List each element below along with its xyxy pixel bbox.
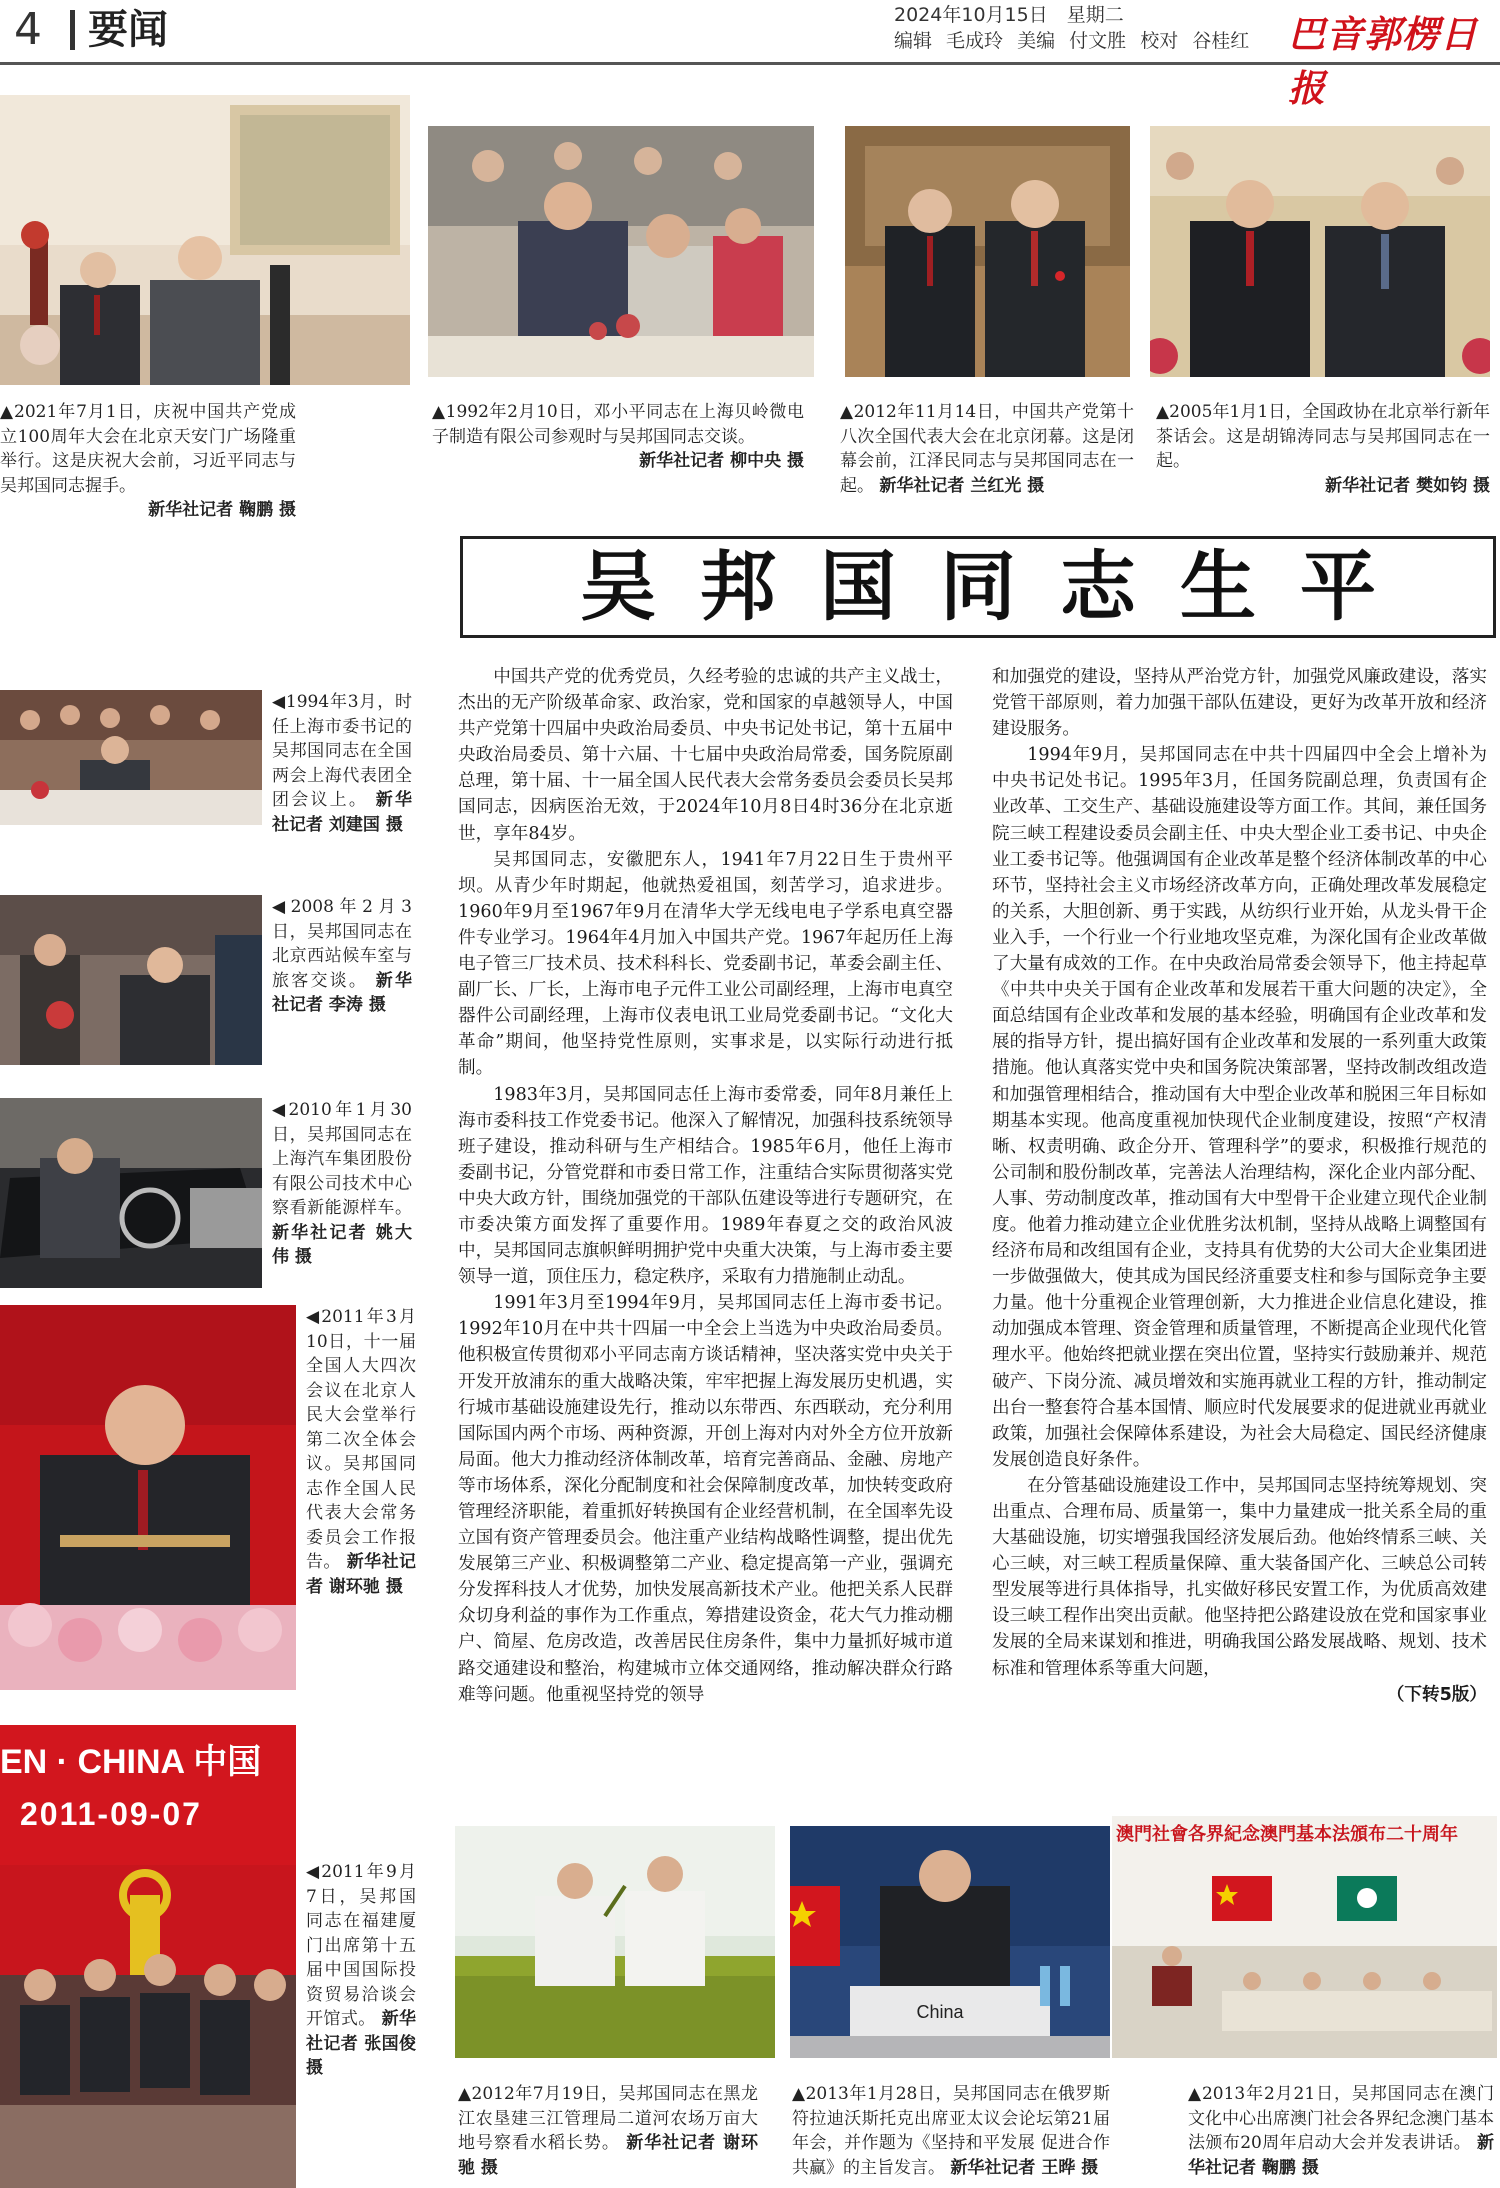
photo-credit: 新华社记者 谢环驰 摄 — [458, 2133, 759, 2178]
photo-2005-hu-jintao — [1150, 126, 1490, 377]
photo-credit: 新华社记者 姚大伟 摄 — [272, 1222, 412, 1267]
caption-2013-macau — [1188, 2082, 1494, 2180]
header-rule — [0, 62, 1500, 65]
caption-2021 — [0, 400, 296, 523]
caption-2012-rice — [458, 2082, 758, 2180]
article-paragraph: 吴邦国同志，安徽肥东人，1941年7月22日生于贵州平坝。从青少年时期起，他就热爱祖国，刻苦学习，追求进步。1960年9月至1967年9月在清华大学无线电电子学系电真空器件专业学习。1964年4月加入中国共产党。1967年起历任上海电子管三厂技术员、技术科科长、党委副书记，革委会副主任、副厂长、厂长，上海市电子元件工业公司副经理，上海市电真空器件公司副经理，上海市仪表电讯工业局党委副书记。“文化大革命”期间，他坚持党性原则，实事求是，以实际行动进行抵制。 — [458, 849, 953, 1079]
photo-1994-npc — [0, 690, 262, 825]
caption-text: ▲1992年2月10日，邓小平同志在上海贝岭微电子制造有限公司参观时与吴邦国同志交谈。 — [432, 402, 804, 447]
article-paragraph: 在分管基础设施建设工作中，吴邦国同志坚持统筹规划、突出重点、合理布局、质量第一，集中力量建成一批关系全局的重大基础设施，切实增强我国经济发展后劲。他始终情系三峡、关心三峡，对三峡工程质量保障、重大装备国产化、三峡总公司转型发展等进行具体指导，扎实做好移民安置工作，为优质高效建设三峡工程作出突出贡献。他坚持把公路建设放在党和国家事业发展的全局来谋划和推进，明确我国公路发展战略、规划、技术标准和管理体系等重大问题， — [992, 1475, 1487, 1679]
photo-2013-macau — [1112, 1816, 1497, 2058]
photo-credit: 新华社记者 王晔 摄 — [950, 2157, 1099, 2178]
photo-credit: 新华社记者 兰红光 摄 — [879, 475, 1045, 496]
article-column-1 — [458, 664, 953, 1708]
page-number: 4 — [14, 4, 42, 55]
caption-2008 — [272, 895, 412, 1018]
article-paragraph: 和加强党的建设，坚持从严治党方针，加强党风廉政建设，落实党管干部原则，着力加强干部队伍建设，更好为改革开放和经济建设服务。 — [992, 667, 1487, 740]
photo-credit: 新华社记者 李涛 摄 — [272, 970, 413, 1015]
photo-credit: 新华社记者 谢环驰 摄 — [306, 1552, 417, 1597]
photo-credit: 新华社记者 鞠鹏 摄 — [148, 500, 296, 520]
caption-text: ▲2005年1月1日，全国政协在北京举行新年茶话会。这是胡锦涛同志与吴邦国同志在一起。 — [1156, 402, 1490, 471]
caption-text: ▲2013年2月21日，吴邦国同志在澳门文化中心出席澳门社会各界纪念澳门基本法颁布20周年启动大会并发表讲话。 — [1188, 2084, 1494, 2153]
caption-2010 — [272, 1098, 412, 1270]
caption-text: ▲2012年7月19日，吴邦国同志在黑龙江农垦建三江管理局二道河农场万亩大地号察看水稻长势。 — [458, 2084, 758, 2153]
continued-note[interactable]: （下转5版） — [1386, 1684, 1487, 1705]
caption-2005 — [1156, 400, 1490, 498]
article-column-2 — [992, 664, 1487, 1708]
article-paragraph: 中国共产党的优秀党员，久经考验的忠诚的共产主义战士，杰出的无产阶级革命家、政治家，党和国家的卓越领导人，中国共产党第十四届中央政治局委员、中央书记处书记，第十五届中央政治局委员、第十六届、十七届中央政治局常委，国务院原副总理，第十届、十一届全国人民代表大会常务委员会委员长吴邦国同志，因病医治无效，于2024年10月8日4时36分在北京逝世，享年84岁。 — [458, 667, 953, 844]
photo-credit: 新华社记者 柳中央 摄 — [639, 451, 804, 471]
caption-2011-xiamen — [306, 1860, 416, 2081]
article-paragraph: 1994年9月，吴邦国同志在中共十四届四中全会上增补为中央书记处书记。1995年3月，任国务院副总理，负责国有企业改革、工交生产、基础设施建设等方面工作。其间，兼任国务院三峡工程建设委员会副主任、中央大型企业工委书记、中央企业工委书记等。他强调国有企业改革是整个经济体制改革的中心环节，坚持社会主义市场经济改革方向，正确处理改革发展稳定的关系，大胆创新、勇于实践，从纺织行业开始，从龙头骨干企业入手，一个行业一个行业地攻坚克难，为深化国有企业改革做了大量有成效的工作。在中央政治局常委会领导下，他主持起草《中共中央关于国有企业改革和发展若干重大问题的决定》，全面总结国有企业改革和发展的基本经验，明确国有企业改革和发展的指导方针，提出搞好国有企业改革和发展的一系列重大政策措施。他认真落实党中央和国务院决策部署，坚持改制改组改造和加强管理相结合，推动国有大中型企业改革和脱困三年目标如期基本实现。他高度重视加快现代企业制度建设，按照“产权清晰、权责明确、政企分开、管理科学”的要求，积极推行规范的公司制和股份制改革，完善法人治理结构，深化企业内部分配、人事、劳动制度改革，推动国有大中型骨干企业建立现代企业制度。他着力推动建立企业优胜劣汰机制，坚持从战略上调整国有经济布局和改组国有企业，支持具有优势的大公司大企业集团进一步做强做大，使其成为国民经济重要支柱和参与国际竞争主要力量。他十分重视企业管理创新，大力推进企业信息化建设，推动加强成本管理、资金管理和质量管理，不断提高企业现代化管理水平。他始终把就业摆在突出位置，坚持实行鼓励兼并、规范破产、下岗分流、减员增效和实施再就业工程的方针，推动制定出台一整套符合基本国情、顺应时代发展要求的促进就业再就业政策，加强社会保障体系建设，为社会大局稳定、国民经济健康发展创造良好条件。 — [992, 745, 1487, 1470]
caption-text: ◀2008年2月3日，吴邦国同志在北京西站候车室与旅客交谈。 — [272, 897, 412, 991]
photo-credit: 新华社记者 刘建国 摄 — [272, 790, 413, 835]
photo-2008-station — [0, 895, 262, 1065]
photo-2012-jiang-zemin — [845, 126, 1130, 377]
caption-2012 — [840, 400, 1134, 498]
photo-credit: 新华社记者 张国俊 摄 — [306, 2009, 417, 2078]
article-paragraph: 1991年3月至1994年9月，吴邦国同志任上海市委书记。1992年10月在中共十四届一中全会上当选为中央政治局委员。他积极宣传贯彻邓小平同志南方谈话精神，坚决落实党中央关于开发开放浦东的重大战略决策，牢牢把握上海发展历史机遇，实行城市基础设施建设先行，推动以东带西、东西联动，充分利用国际国内两个市场、两种资源，开创上海对内对外全方位开放新局面。他大力推动经济体制改革，培育完善商品、金融、房地产等市场体系，深化分配制度和社会保障制度改革，加快转变政府管理经济职能，着重抓好转换国有企业经营机制，在全国率先设立国有资产管理委员会。他注重产业结构战略性调整，提出优先发展第三产业、积极调整第二产业、稳定提高第一产业，强调充分发挥科技人才优势，加快发展高新技术产业。他把关系人民群众切身利益的事作为工作重点，筹措建设资金，花大气力推动棚户、简屋、危房改造，改善居民住房条件，集中力量抓好城市道路交通建设和整治，构建城市立体交通网络，推动解决群众行路难等问题。他重视坚持党的领导 — [458, 1293, 953, 1705]
caption-2011-npc — [306, 1305, 416, 1599]
photo-credit: 新华社记者 樊如钧 摄 — [1325, 475, 1490, 496]
proofreader: 校对 谷桂红 — [1140, 30, 1250, 52]
caption-text: ◀2011年3月10日，十一届全国人大四次会议在北京人民大会堂举行第二次全体会议。吴邦国同志作全国人民代表大会常务委员会工作报告。 — [306, 1307, 416, 1572]
editor: 编辑 毛成玲 — [894, 30, 1004, 52]
photo-2010-car — [0, 1098, 262, 1288]
photo-2013-appf — [790, 1826, 1110, 2058]
macau-banner-text: 澳門社會各界紀念澳門基本法頒布二十周年 — [1116, 1824, 1458, 1845]
photo-2021-handshake — [0, 95, 410, 385]
article-title-box — [460, 536, 1496, 638]
fair-date-text: 2011-09-07 — [20, 1796, 202, 1832]
photo-2012-rice-field — [455, 1826, 775, 2058]
article-title: 吴邦国同志生平 — [580, 542, 1420, 631]
caption-text: ◀2011年9月7日，吴邦国同志在福建厦门出席第十五届中国国际投资贸易洽谈会开馆式。 — [306, 1862, 416, 2029]
caption-1992 — [432, 400, 804, 474]
page-number-divider — [70, 10, 75, 50]
designer: 美编 付文胜 — [1017, 30, 1127, 52]
caption-text: ▲2012年11月14日，中国共产党第十八次全国代表大会在北京闭幕。这是闭幕会前，江泽民同志与吴邦国同志在一起。 — [840, 402, 1134, 496]
staff-line — [894, 26, 1249, 53]
caption-1994 — [272, 690, 412, 837]
caption-text: ▲2013年1月28日，吴邦国同志在俄罗斯符拉迪沃斯托克出席亚太议会论坛第21届年会，并作题为《坚持和平发展 促进合作共赢》的主旨发言。 — [792, 2084, 1110, 2178]
photo-2011-npc-report — [0, 1305, 296, 1690]
photo-1992-deng-xiaoping — [428, 126, 814, 377]
caption-text: ◀2010年1月30日，吴邦国同志在上海汽车集团股份有限公司技术中心察看新能源样车。 — [272, 1100, 412, 1218]
issue-date: 2024年10月15日 星期二 — [894, 4, 1124, 26]
caption-text: ◀1994年3月，时任上海市委书记的吴邦国同志在全国两会上海代表团全团会议上。 — [272, 692, 412, 810]
nameplate-text: China — [916, 2002, 964, 2022]
masthead-logo: 巴音郭楞日报 — [1288, 12, 1478, 110]
caption-text: ▲2021年7月1日，庆祝中国共产党成立100周年大会在北京天安门广场隆重举行。这是庆祝大会前，习近平同志与吴邦国同志握手。 — [0, 402, 296, 496]
fair-banner-text: EN · CHINA 中国 — [0, 1743, 262, 1781]
section-title: 要闻 — [88, 7, 168, 53]
article-paragraph: 1983年3月，吴邦国同志任上海市委常委，同年8月兼任上海市委科技工作党委书记。他深入了解情况，加强科技系统领导班子建设，推动科研与生产相结合。1985年6月，他任上海市委副书记，分管党群和市委日常工作，注重结合实际贯彻落实党中央大政方针，围绕加强党的干部队伍建设等进行专题研究，在市委决策方面发挥了重要作用。1989年春夏之交的政治风波中，吴邦国同志旗帜鲜明拥护党中央重大决策，与上海市委主要领导一道，顶住压力，稳定秩序，采取有力措施制止动乱。 — [458, 1084, 953, 1288]
caption-2013-appf — [792, 2082, 1110, 2180]
photo-2011-xiamen-fair — [0, 1725, 296, 2188]
photo-credit: 新华社记者 鞠鹏 摄 — [1188, 2133, 1495, 2178]
